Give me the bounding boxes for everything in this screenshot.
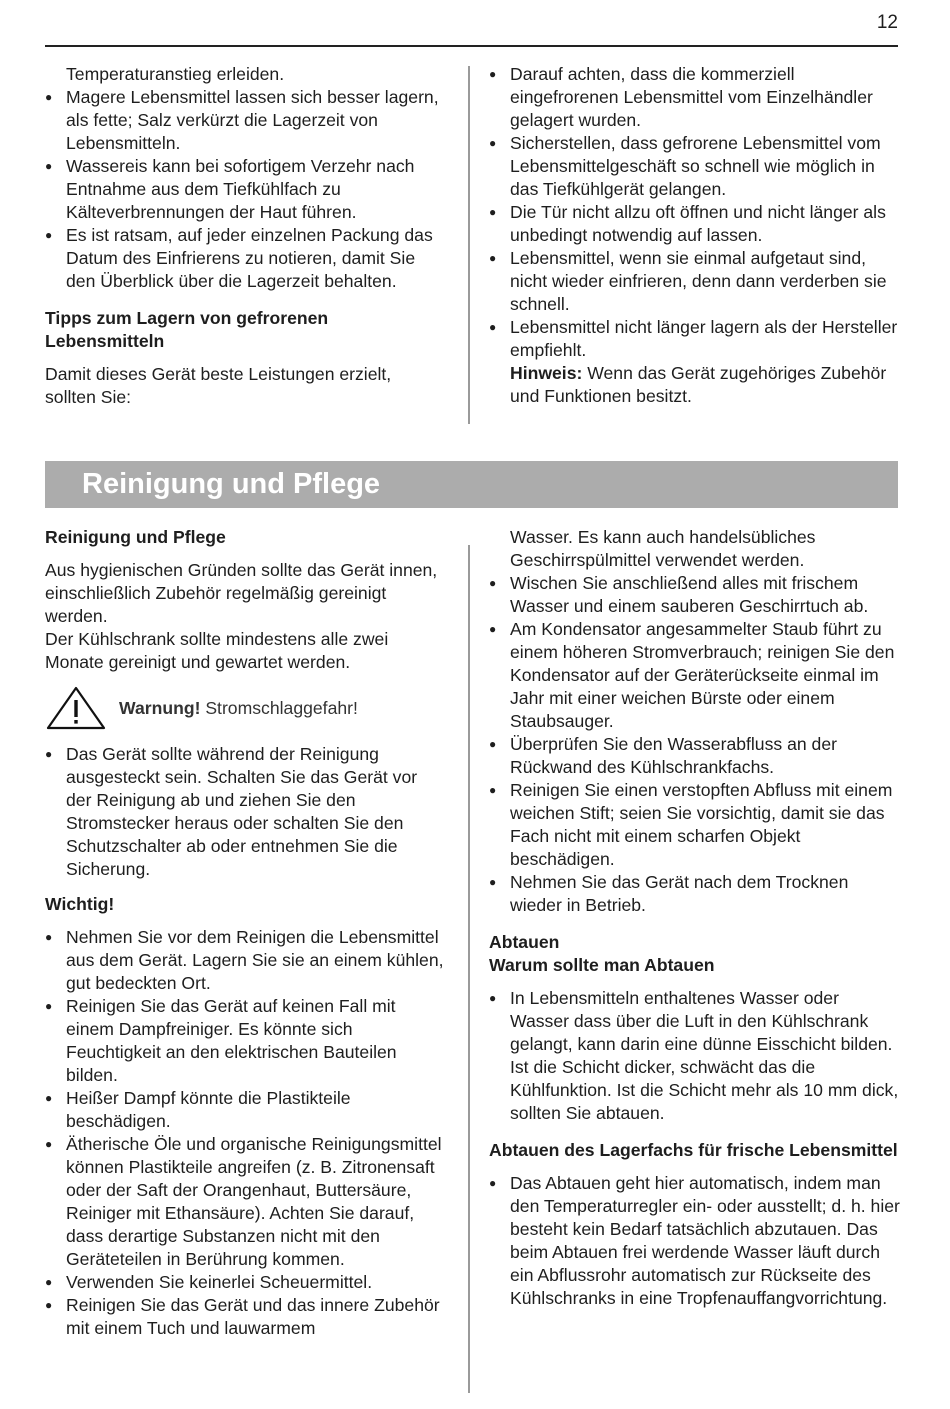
list-item: ● Darauf achten, dass die kommerziell eingefrorenen Lebensmittel vom Einzelhändler gelagert wurden. — [489, 63, 901, 132]
list-item: ● Das Gerät sollte während der Reinigung ausgesteckt sein. Schalten Sie das Gerät vor der Reinigung ab und ziehen Sie den Stromstecker heraus oder schalten Sie den Schutzschalter ab oder entnehmen Sie die Sicherung. — [45, 743, 445, 881]
list-item: ● Magere Lebensmittel lassen sich besser lagern, als fette; Salz verkürzt die Lagerzeit von Lebensmitteln. — [45, 86, 443, 155]
list-item: ● Reinigen Sie das Gerät auf keinen Fall mit einem Dampfreiniger. Es könnte sich Feuchtigkeit an den elektrischen Bauteilen bilden. — [45, 995, 445, 1087]
continued-text: Wasser. Es kann auch handelsübliches Geschirrspülmittel verwendet werden. — [510, 527, 816, 570]
list-item: ● Es ist ratsam, auf jeder einzelnen Packung das Datum des Einfrierens zu notieren, damit Sie den Überblick über die Lagerzeit behalten. — [45, 224, 443, 293]
page-number: 12 — [876, 12, 898, 33]
list-item: ● Lebensmittel nicht länger lagern als der Hersteller empfiehlt. — [489, 316, 901, 362]
list-item: ● Die Tür nicht allzu oft öffnen und nicht länger als unbedingt notwendig auf lassen. — [489, 201, 901, 247]
list-item: ● Reinigen Sie einen verstopften Abfluss mit einem weichen Stift; seien Sie vorsichtig, damit sie das Fach nicht mit einem scharfen Objekt beschädigen. — [489, 779, 901, 871]
note — [489, 362, 901, 408]
section-heading: Reinigung und Pflege — [45, 527, 226, 547]
list-item: ● Lebensmittel, wenn sie einmal aufgetaut sind, nicht wieder einfrieren, denn dann verderben sie schnell. — [489, 247, 901, 316]
warning-box — [45, 685, 445, 731]
column-divider — [468, 545, 470, 1393]
paragraph: Damit dieses Gerät beste Leistungen erzielt, sollten Sie: — [45, 364, 392, 407]
defrost-fresh-list — [489, 1172, 901, 1310]
section-heading: Abtauen — [489, 932, 560, 952]
list-item: ● Wischen Sie anschließend alles mit frischem Wasser und einem sauberen Geschirrtuch ab. — [489, 572, 901, 618]
cleaning-list — [489, 572, 901, 917]
paragraph: Aus hygienischen Gründen sollte das Gerät innen, einschließlich Zubehör regelmäßig gereinigt werden. — [45, 560, 438, 626]
section-heading: Wichtig! — [45, 894, 115, 914]
list-item: ● Am Kondensator angesammelter Staub führt zu einem höheren Stromverbrauch; reinigen Sie den Kondensator auf der Geräterückseite einmal im Jahr mit einer weichen Bürste oder einem Staubsauger. — [489, 618, 901, 733]
continued-text: Temperaturanstieg erleiden. — [66, 64, 285, 84]
list-item: ● In Lebensmitteln enthaltenes Wasser oder Wasser dass über die Luft in den Kühlschrank gelangt, kann darin eine dünne Eisschicht bilden. Ist die Schicht dicker, schwächt das die Kühlfunktion. Ist die Schicht mehr als 10 mm dick, sollten Sie abtauen. — [489, 987, 901, 1125]
section-heading: Tipps zum Lagern von gefrorenen Lebensmitteln — [45, 308, 329, 351]
note-text: Wenn das Gerät zugehöriges Zubehör und Funktionen besitzt. — [510, 363, 887, 406]
list-item: ● Sicherstellen, dass gefrorene Lebensmittel vom Lebensmittelgeschäft so schnell wie möglich in das Tiefkühlgerät gelangen. — [489, 132, 901, 201]
section-subheading: Warum sollte man Abtauen — [489, 955, 715, 975]
section-heading: Abtauen des Lagerfachs für frische Lebensmittel — [489, 1140, 898, 1160]
storage-tips-list — [45, 86, 443, 293]
safety-list — [45, 743, 445, 881]
list-item: ● Wassereis kann bei sofortigem Verzehr nach Entnahme aus dem Tiefkühlfach zu Kälteverbrennungen der Haut führen. — [45, 155, 443, 224]
important-list — [45, 926, 445, 1340]
list-item: ● Reinigen Sie das Gerät und das innere Zubehör mit einem Tuch und lauwarmem — [45, 1294, 445, 1340]
warning-triangle-icon — [45, 685, 107, 731]
list-item: ● Nehmen Sie das Gerät nach dem Trocknen wieder in Betrieb. — [489, 871, 901, 917]
list-item: ● Heißer Dampf könnte die Plastikteile beschädigen. — [45, 1087, 445, 1133]
bottom-left-column — [45, 526, 445, 1340]
top-left-column — [45, 63, 443, 409]
list-item: ● Verwenden Sie keinerlei Scheuermittel. — [45, 1271, 445, 1294]
list-item: ● Nehmen Sie vor dem Reinigen die Lebensmittel aus dem Gerät. Lagern Sie sie an einem kühlen, gut bedeckten Ort. — [45, 926, 445, 995]
section-banner: Reinigung und Pflege — [45, 461, 898, 508]
paragraph: Der Kühlschrank sollte mindestens alle zwei Monate gereinigt und gewartet werden. — [45, 629, 389, 672]
list-item: ● Das Abtauen geht hier automatisch, indem man den Temperaturregler ein- oder ausstellt; d. h. hier besteht kein Bedarf tatsächlich abzutauen. Das beim Abtauen frei werdende Wasser läuft durch ein Abflussrohr automatisch zur Rückseite des Kühlschranks in eine Tropfenauffangvorrichtung. — [489, 1172, 901, 1310]
bottom-right-column — [489, 526, 901, 1310]
frozen-tips-list — [489, 63, 901, 362]
header-rule — [45, 45, 898, 47]
warning-message: Stromschlaggefahr! — [200, 697, 358, 718]
warning-label: Warnung! — [119, 697, 201, 718]
column-divider — [468, 66, 470, 424]
defrost-reason-list — [489, 987, 901, 1125]
top-right-column — [489, 63, 901, 408]
warning-text — [119, 697, 358, 720]
list-item: ● Ätherische Öle und organische Reinigungsmittel können Plastikteile angreifen (z. B. Zitronensaft oder der Saft der Orangenhaut, Buttersäure, Reiniger mit Ethansäure). Achten Sie darauf, dass derartige Substanzen nicht mit den Geräteteilen in Berührung kommen. — [45, 1133, 445, 1271]
list-item: ● Überprüfen Sie den Wasserabfluss an der Rückwand des Kühlschrankfachs. — [489, 733, 901, 779]
note-label: Hinweis: — [510, 363, 583, 383]
